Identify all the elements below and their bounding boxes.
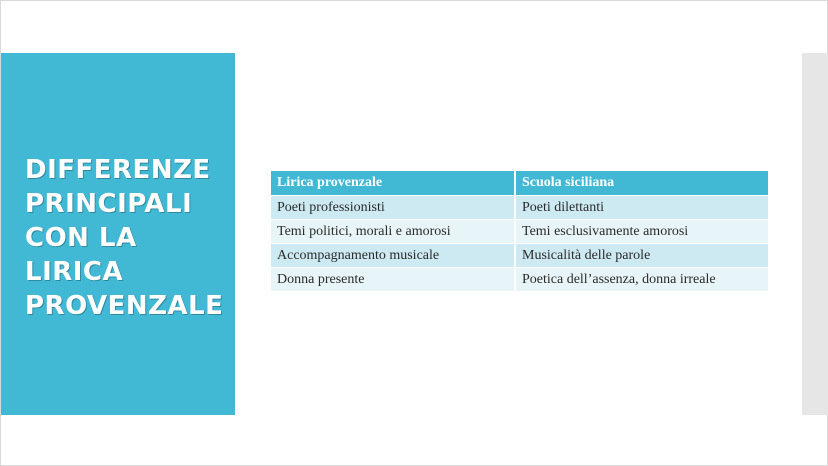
slide-title <box>25 153 230 323</box>
title-line: CON LA <box>25 223 137 253</box>
title-line: LIRICA <box>25 257 124 287</box>
table-row <box>271 195 768 219</box>
table-cell: Accompagnamento musicale <box>271 243 516 267</box>
title-line: PRINCIPALI <box>25 189 193 219</box>
comparison-table <box>271 171 768 291</box>
table-cell: Poeti professionisti <box>271 195 516 219</box>
table-cell: Donna presente <box>271 267 516 291</box>
table-row <box>271 267 768 291</box>
table-cell: Musicalità delle parole <box>516 243 768 267</box>
table-row <box>271 219 768 243</box>
title-line: PROVENZALE <box>25 291 224 321</box>
column-header: Lirica provenzale <box>271 171 516 195</box>
table-cell: Temi politici, morali e amorosi <box>271 219 516 243</box>
column-header: Scuola siciliana <box>516 171 768 195</box>
table-row <box>271 243 768 267</box>
right-strip <box>802 53 828 415</box>
title-line: DIFFERENZE <box>25 155 211 185</box>
table-cell: Temi esclusivamente amorosi <box>516 219 768 243</box>
table-cell: Poetica dell’assenza, donna irreale <box>516 267 768 291</box>
table-header-row <box>271 171 768 195</box>
table-cell: Poeti dilettanti <box>516 195 768 219</box>
